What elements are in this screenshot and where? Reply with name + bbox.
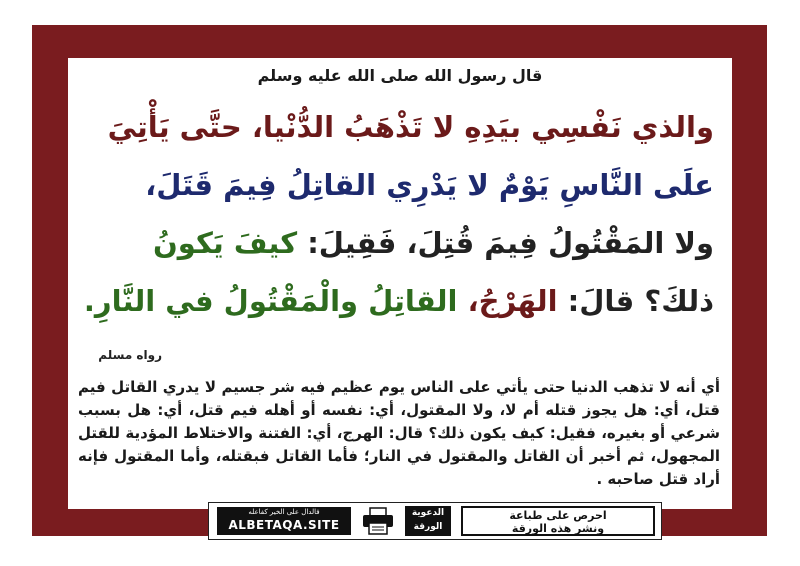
site-box[interactable] bbox=[217, 507, 351, 535]
site-name: ALBETAQA.SITE bbox=[228, 518, 340, 532]
hadith-harj: الهَرْجُ، bbox=[467, 284, 558, 318]
site-tagline: فالدال على الخير كفاعله bbox=[248, 508, 320, 516]
explanation-text: أي أنه لا تذهب الدنيا حتى يأتي على الناس يوم عظيم فيه شر جسيم لا يدري القاتل فيم قتل، أي: هل يجوز قتله أم لا، ولا المقتول، أي: نفسه أو أهله فيم قتل، أي: هل بسبب شرعي أو بغيره، فقيل: كيف يكون ذلك؟ قال: الهرج، أي: الفتنة والاختلاط المؤدية للقتل المجهول، ثم أخبر أن القاتل والمقتول في النار؛ فأما القاتل فبقتله، وأما المقتول فإنه أراد قتل صاحبه . bbox=[78, 378, 720, 488]
printer-icon bbox=[361, 507, 395, 535]
advice-line-2: ونشر هذه الورقة bbox=[511, 522, 605, 535]
hadith-card bbox=[68, 58, 732, 535]
hadith-question: كيفَ يَكونُ bbox=[153, 226, 298, 260]
hadith-part-3: ولا المَقْتُولُ فِيمَ قُتِلَ، فَقِيلَ: bbox=[307, 226, 714, 260]
hadith-part-1: والذي نَفْسِي بيَدِهِ لا تَذْهَبُ الدُّنْيا، حتَّى يَأْتِيَ bbox=[107, 110, 714, 144]
advice-line-1: احرص على طباعة bbox=[509, 509, 607, 522]
hadith-ending: القاتِلُ والْمَقْتُولُ في النَّارِ. bbox=[83, 284, 458, 318]
print-advice bbox=[461, 506, 655, 536]
logo-line-2: الورقة bbox=[413, 522, 443, 532]
hadith-part-4: ذلكَ؟ قالَ: bbox=[567, 284, 714, 318]
dawah-logo bbox=[405, 506, 451, 536]
hadith-text bbox=[82, 98, 714, 330]
footer-bar bbox=[208, 502, 662, 540]
hadith-part-2: علَى النَّاسِ يَوْمٌ لا يَدْرِي القاتِلُ فِيمَ قَتَلَ، bbox=[145, 168, 714, 202]
source-attribution: رواه مسلم bbox=[98, 348, 162, 362]
logo-line-1: الدعوية bbox=[411, 508, 445, 518]
intro-line: قال رسول الله صلى الله عليه وسلم bbox=[257, 66, 543, 85]
